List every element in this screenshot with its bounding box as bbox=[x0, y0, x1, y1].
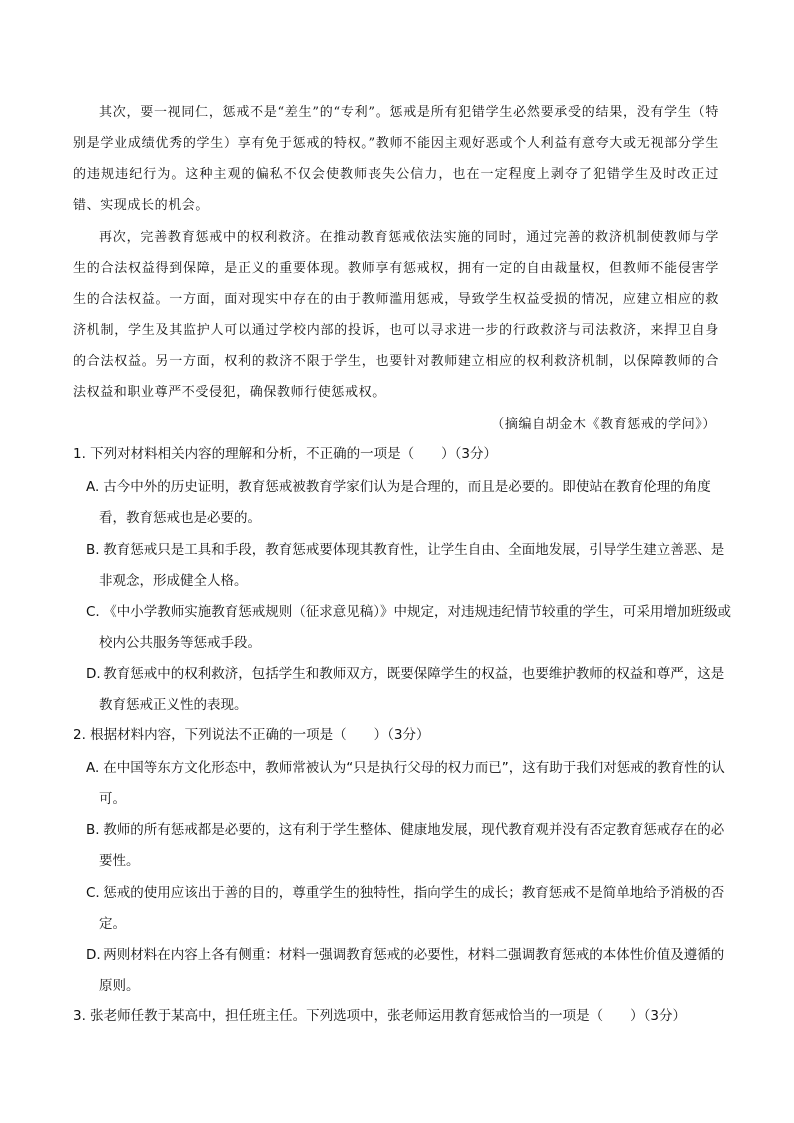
option-text: 教育惩戒只是工具和手段，教育惩戒要体现其教育性，让学生自由、全面地发展，引导学生建立善恶、是非观念，形成健全人格。 bbox=[99, 542, 725, 589]
option-text: 教师的所有惩戒都是必要的，这有利于学生整体、健康地发展，现代教育观并没有否定教育惩戒存在的必要性。 bbox=[99, 822, 725, 869]
question-1-option-d bbox=[86, 659, 735, 721]
question-2-stem: 2. 根据材料内容，下列说法不正确的一项是（ ）（3分） bbox=[73, 727, 430, 743]
option-letter: C. bbox=[86, 885, 100, 901]
option-text: 《中小学教师实施教育惩戒规则（征求意见稿）》中规定，对违规违纪情节较重的学生，可采用增加班级或校内公共服务等惩戒手段。 bbox=[99, 604, 732, 651]
option-text: 在中国等东方文化形态中，教师常被认为“只是执行父母的权力而已”，这有助于我们对惩戒的教育性的认可。 bbox=[99, 760, 725, 807]
question-1-option-c bbox=[86, 597, 735, 659]
passage-paragraph-3: 再次，完善教育惩戒中的权利救济。在推动教育惩戒依法实施的同时，通过完善的救济机制使教师与学生的合法权益得到保障，是正义的重要体现。教师享有惩戒权，拥有一定的自由裁量权，但教师不能侵害学生的合法权益。一方面，面对现实中存在的由于教师滥用惩戒，导致学生权益受损的情况，应建立相应的救济机制，学生及其监护人可以通过学校内部的投诉，也可以寻求进一步的行政救济与司法救济，来捍卫自身的合法权益。另一方面，权利的救济不限于学生，也要针对教师建立相应的权利救济机制，以保障教师的合法权益和职业尊严不受侵犯，确保教师行使惩戒权。 bbox=[73, 230, 719, 400]
question-2-option-c bbox=[86, 878, 735, 940]
question-1-option-a bbox=[86, 472, 735, 534]
option-text: 古今中外的历史证明，教育惩戒被教育学家们认为是合理的，而且是必要的。即使站在教育伦理的角度看，教育惩戒也是必要的。 bbox=[99, 479, 711, 526]
option-letter: B. bbox=[86, 542, 100, 558]
question-3-stem: 3. 张老师任教于某高中，担任班主任。下列选项中，张老师运用教育惩戒恰当的一项是（ ）（3分） bbox=[73, 1008, 687, 1024]
question-2-option-d bbox=[86, 940, 735, 1002]
option-text: 教育惩戒中的权利救济，包括学生和教师双方，既要保障学生的权益，也要维护教师的权益和尊严，这是教育惩戒正义性的表现。 bbox=[99, 666, 725, 713]
question-1-stem: 1. 下列对材料相关内容的理解和分析，不正确的一项是（ ）（3分） bbox=[73, 446, 498, 462]
question-2-option-b bbox=[86, 815, 735, 877]
option-letter: D. bbox=[86, 947, 101, 963]
question-2-option-a bbox=[86, 753, 735, 815]
option-letter: B. bbox=[86, 822, 100, 838]
option-letter: D. bbox=[86, 666, 101, 682]
passage-paragraph-2: 其次，要一视同仁，惩戒不是“差生”的“专利”。惩戒是所有犯错学生必然要承受的结果，没有学生（特别是学业成绩优秀的学生）享有免于惩戒的特权。”教师不能因主观好恶或个人利益有意夸大或无视部分学生的违规违纪行为。这种主观的偏私不仅会使教师丧失公信力，也在一定程度上剥夺了犯错学生及时改正过错、实现成长的机会。 bbox=[73, 105, 719, 213]
option-letter: C. bbox=[86, 604, 100, 620]
option-text: 两则材料在内容上各有侧重：材料一强调教育惩戒的必要性，材料二强调教育惩戒的本体性价值及遵循的原则。 bbox=[99, 947, 725, 994]
question-1-option-b bbox=[86, 535, 735, 597]
option-letter: A. bbox=[86, 760, 100, 776]
option-text: 惩戒的使用应该出于善的目的，尊重学生的独特性，指向学生的成长；教育惩戒不是简单地给予消极的否定。 bbox=[99, 885, 725, 932]
passage-source: （摘编自胡金木《教育惩戒的学问》） bbox=[491, 417, 716, 432]
option-letter: A. bbox=[86, 479, 100, 495]
